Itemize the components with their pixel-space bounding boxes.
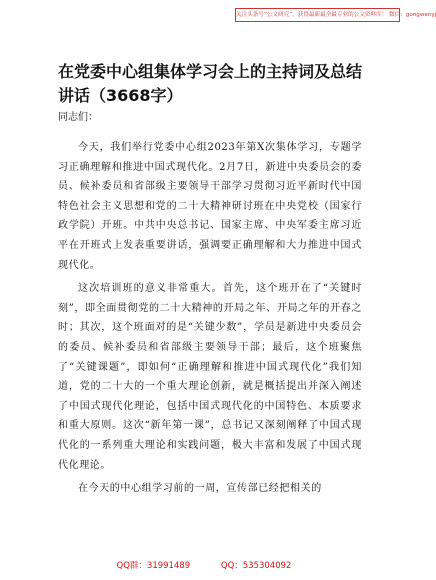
footer-qq-group: QQ群：31991489 <box>116 561 191 571</box>
promo-banner-text: 关注头条号“公文研究”，获得最新最全最专业的公文资料库！ 微信：gongwenyj <box>236 12 436 18</box>
paragraph-3: 在今天的中心组学习前的一周，宣传部已经把相关的 <box>78 483 322 495</box>
paragraph-2: 这次培训班的意义非常重大。首先，这个班开在了“关键时刻”，即全面贯彻党的二十大精神的开局之年、开局之年的开春之时；其次，这个班面对的是“关键少数”，学员是新进中央委员会的委员、候补委员和省部级主要领导干部；最后，这个班聚焦了“关键课题”，即如何“正确理解和推进中国式现代化”我们知道，党的二十大的一个重大理论创新，就是概括提出并深入阐述了中国式现代化理论，包括中国式现代化的中国特色、本质要求和重大原则。这次“新年第一课”，总书记又深刻阐释了中国式现代化的一系列重大理论和实践问题，极大丰富和发展了中国式现代化理论。 <box>58 283 362 471</box>
paragraph-1: 今天，我们举行党委中心组2023年第X次集体学习，专题学习正确理解和推进中国式现代化。2月7日，新进中央委员会的委员、候补委员和省部级主要领导干部学习贯彻习近平新时代中国特色社会主义思想和党的二十大精神研讨班在中央党校（国家行政学院）开班。中共中央总书记、国家主席、中央军委主席习近平在开班式上发表重要讲话，强调要正确理解和大力推进中国式现代化。 <box>58 142 362 271</box>
document-title: 在党委中心组集体学习会上的主持词及总结讲话（3668字） <box>58 62 363 105</box>
salutation: 同志们： <box>58 112 98 123</box>
footer-contact <box>0 558 408 574</box>
promo-banner <box>235 8 436 22</box>
document-body <box>58 138 362 560</box>
footer-qq: QQ：535304092 <box>220 561 292 571</box>
